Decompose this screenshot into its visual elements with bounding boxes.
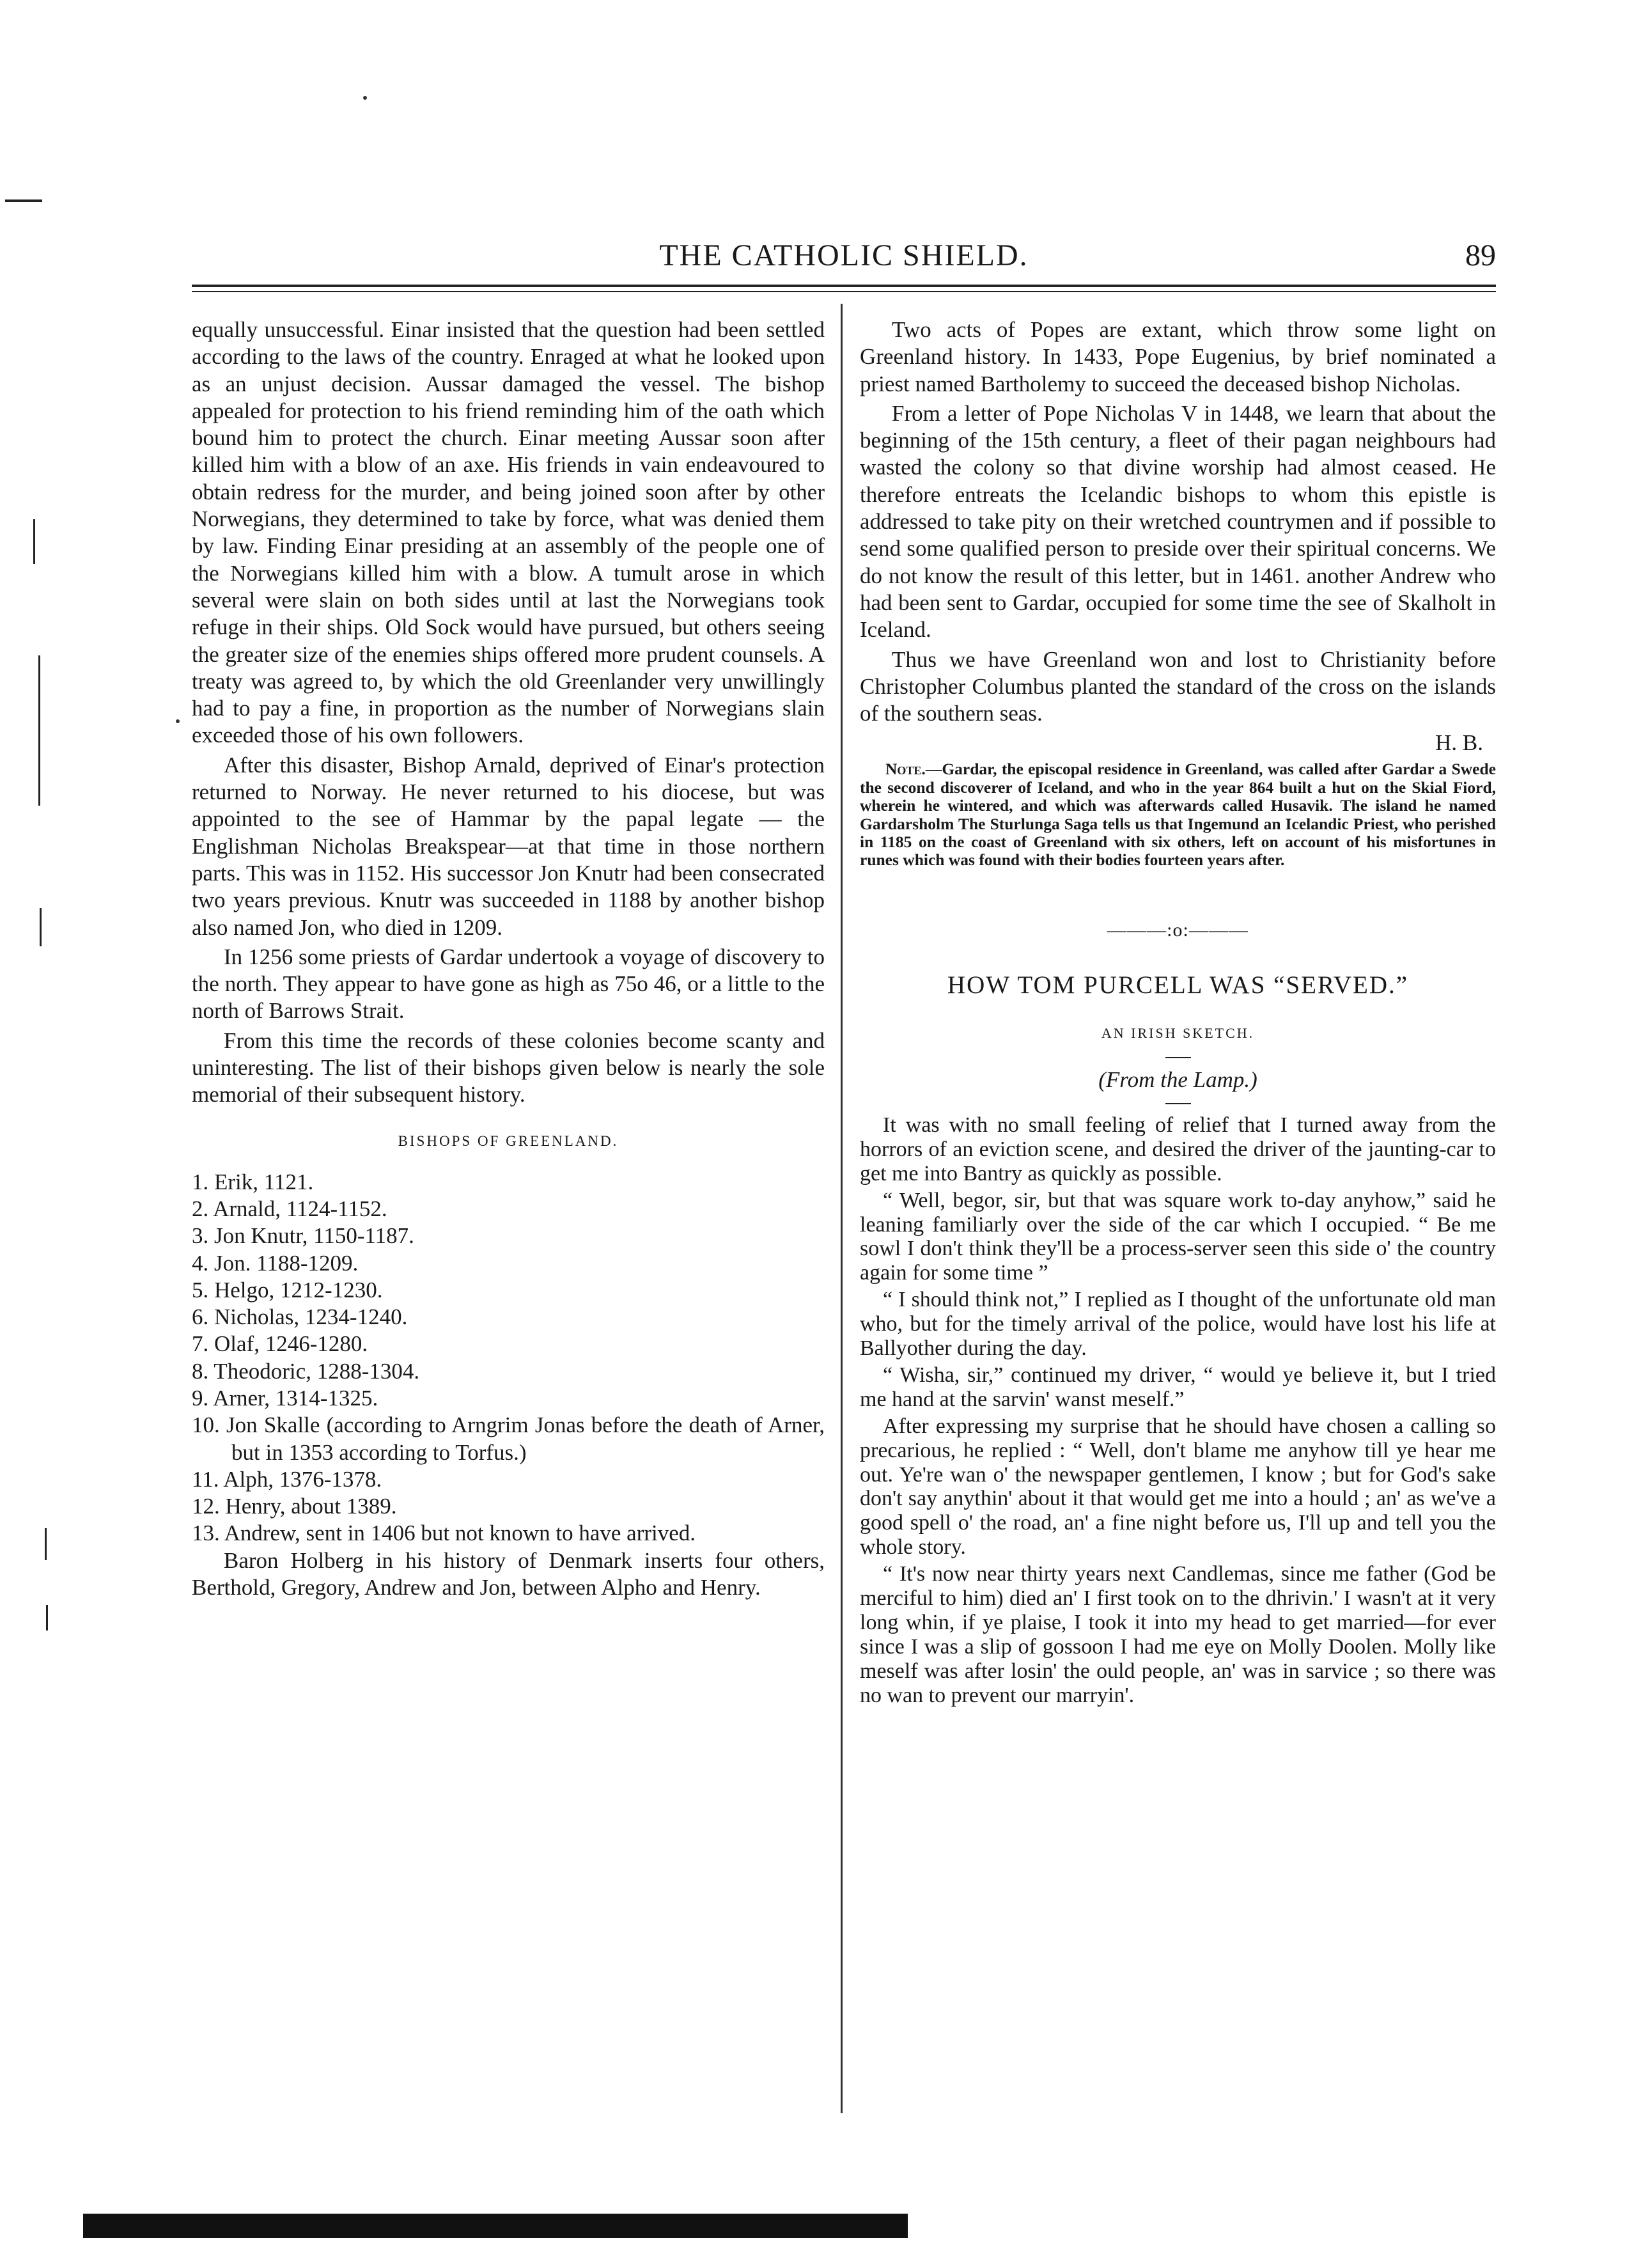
article-paragraph: From this time the records of these colonies become scanty and uninteresting. The list of their bishops given below is nearly the sole memorial of their subsequent history. [192, 1028, 825, 1107]
list-item: 10. Jon Skalle (according to Arngrim Jonas before the death of Arner, but in 1353 according to Torfus.) [192, 1412, 825, 1465]
story-section [860, 971, 1496, 1708]
list-item: 5. Helgo, 1212-1230. [192, 1277, 383, 1302]
list-item: 11. Alph, 1376-1378. [192, 1466, 382, 1492]
article-paragraph: Two acts of Popes are extant, which throw some light on Greenland history. In 1433, Pope Eugenius, by brief nominated a priest named Bartholemy to succeed the deceased bishop Nicholas. [860, 317, 1496, 396]
story-paragraph: “ Wisha, sir,” continued my driver, “ would ye believe it, but I tried me hand at the sarvin' wanst meself.” [860, 1363, 1496, 1411]
list-item: 6. Nicholas, 1234-1240. [192, 1304, 408, 1330]
list-item: 9. Arner, 1314-1325. [192, 1385, 378, 1411]
footnote-text: —Gardar, the episcopal residence in Greenland, was called after Gardar a Swede the second discoverer of Iceland, and who in the year 864 built a hut on the Skial Fiord, wherein he wintered, and which was afterwards called Husavik. The island he named Gardarsholm The Sturlunga Saga tells us that Ingemund an Icelandic Priest, who perished in 1185 on the coast of Greenland with six others, left on account of his misfortunes in runes which was found with their bodies fourteen years after. [860, 760, 1496, 870]
story-paragraph: “ Well, begor, sir, but that was square work to-day anyhow,” said he leaning familiarly over the side of the car which I occupied. “ Be me sowl I don't think they'll be a process-server seen this side o' the country again for some time ” [860, 1188, 1496, 1285]
article-paragraph: Thus we have Greenland won and lost to Christianity before Christopher Columbus planted the standard of the cross on the islands of the southern seas. [860, 646, 1496, 726]
article-paragraph: Baron Holberg in his history of Denmark inserts four others, Berthold, Gregory, Andrew and Jon, between Alpho and Henry. [192, 1547, 825, 1600]
header-rule-thin [192, 291, 1496, 292]
margin-mark [45, 1528, 47, 1560]
article-paragraph: In 1256 some priests of Gardar undertook a voyage of discovery to the north. They appear to have gone as high as 75o 46, or a little to the north of Barrows Strait. [192, 944, 825, 1024]
list-item: 7. Olaf, 1246-1280. [192, 1331, 368, 1357]
story-paragraph: “ It's now near thirty years next Candlemas, since me father (God be merciful to him) died an' I first took on to the dhrivin.' I wasn't at it very long whin, if ye plaise, I took it into my head to get married—for ever since I was a slip of gossoon I had me eye on Molly Doolen. Molly like meself was after losin' the ould people, an' was in sarvice ; so there was no wan to prevent our marryin'. [860, 1562, 1496, 1707]
story-paragraph: After expressing my surprise that he should have chosen a calling so precarious, he replied : “ Well, don't blame me anyhow till ye hear me out. Ye're wan o' the newspaper gentlemen, I know ; but for God's sake don't say anythin' about it that would get me into a hould ; an' as we've a good spell o' the road, an' a fine night before us, I'll up and tell you the whole story. [860, 1414, 1496, 1560]
page-header [192, 238, 1496, 276]
list-item: 1. Erik, 1121. [192, 1169, 314, 1194]
list-item: 12. Henry, about 1389. [192, 1494, 397, 1519]
column-divider [841, 304, 843, 2113]
list-item: 4. Jon. 1188-1209. [192, 1250, 359, 1276]
article-paragraph: From a letter of Pope Nicholas V in 1448, we learn that about the beginning of the 15th century, a fleet of their pagan neighbours had wasted the colony so that divine worship had almost ceased. He therefore entreats the Icelandic bishops to whom this epistle is addressed to take pity on their wretched countrymen and if possible to send some qualified person to preside over their spiritual concerns. We do not know the result of this letter, but in 1461. another Andrew who had been sent to Gardar, occupied for some time the see of Skalholt in Iceland. [860, 400, 1496, 643]
scan-bottom-bar [83, 2214, 908, 2238]
title-rule [1165, 1103, 1191, 1104]
list-item: 8. Theodoric, 1288-1304. [192, 1358, 420, 1384]
margin-dash [5, 199, 42, 202]
section-ornament: ———:o:——— [1107, 919, 1249, 941]
page-number: 89 [1465, 239, 1496, 272]
list-item: 2. Arnald, 1124-1152. [192, 1196, 387, 1221]
margin-mark [40, 908, 42, 946]
scan-speck [176, 719, 180, 723]
footnote-label: Note. [885, 760, 926, 779]
list-item: 13. Andrew, sent in 1406 but not known to have arrived. [192, 1521, 696, 1546]
story-source: (From the Lamp.) [1098, 1067, 1257, 1092]
publication-title: THE CATHOLIC SHIELD. [659, 239, 1029, 272]
scan-speck [363, 96, 367, 100]
list-item: 3. Jon Knutr, 1150-1187. [192, 1223, 414, 1249]
bishops-heading: BISHOPS OF GREENLAND. [398, 1132, 619, 1149]
story-subtitle: AN IRISH SKETCH. [1101, 1024, 1255, 1041]
margin-mark [38, 655, 40, 806]
author-signature: H. B. [1435, 730, 1483, 756]
header-rule [192, 285, 1496, 287]
story-paragraph: “ I should think not,” I replied as I thought of the unfortunate old man who, but for the timely arrival of the police, would have lost his life at Ballyother during the day. [860, 1288, 1496, 1361]
footnote [860, 760, 1496, 869]
article-paragraph: After this disaster, Bishop Arnald, deprived of Einar's protection returned to Norway. He never returned to his diocese, but was appointed to the see of Hammar by the papal legate — the Englishman Nicholas Breakspear—at that time in those northern parts. This was in 1152. His successor Jon Knutr had been consecrated two years previous. Knutr was succeeded in 1188 by another bishop also named Jon, who died in 1209. [192, 752, 825, 940]
story-title: HOW TOM PURCELL WAS “SERVED.” [947, 971, 1409, 999]
margin-mark [46, 1605, 48, 1631]
right-column [860, 317, 1496, 1710]
title-rule [1165, 1057, 1191, 1058]
bishops-list [192, 1169, 825, 1547]
article-paragraph: equally unsuccessful. Einar insisted that the question had been settled according to the laws of the country. Enraged at what he looked upon as an unjust decision. Aussar damaged the vessel. The bishop appealed for protection to his friend reminding him of the oath which bound him to protect the church. Einar meeting Aussar soon after killed him with a blow of an axe. His friends in vain endeavoured to obtain redress for the murder, and being joined soon after by other Norwegians, they determined to take by force, what was denied them by law. Finding Einar presiding at an assembly of the people one of the Norwegians killed him with a blow. A tumult arose in which several were slain on both sides until at last the Norwegians took refuge in their ships. Old Sock would have pursued, but others seeing the greater size of the enemies ships offered more prudent counsels. A treaty was agreed to, by which the old Greenlander very unwillingly had to pay a fine, in proportion as the number of Norwegians slain exceeded those of his own followers. [192, 317, 825, 748]
story-paragraph: It was with no small feeling of relief that I turned away from the horrors of an eviction scene, and desired the driver of the jaunting-car to get me into Bantry as quickly as possible. [860, 1113, 1496, 1185]
margin-mark [33, 519, 35, 564]
left-column [192, 317, 825, 1604]
